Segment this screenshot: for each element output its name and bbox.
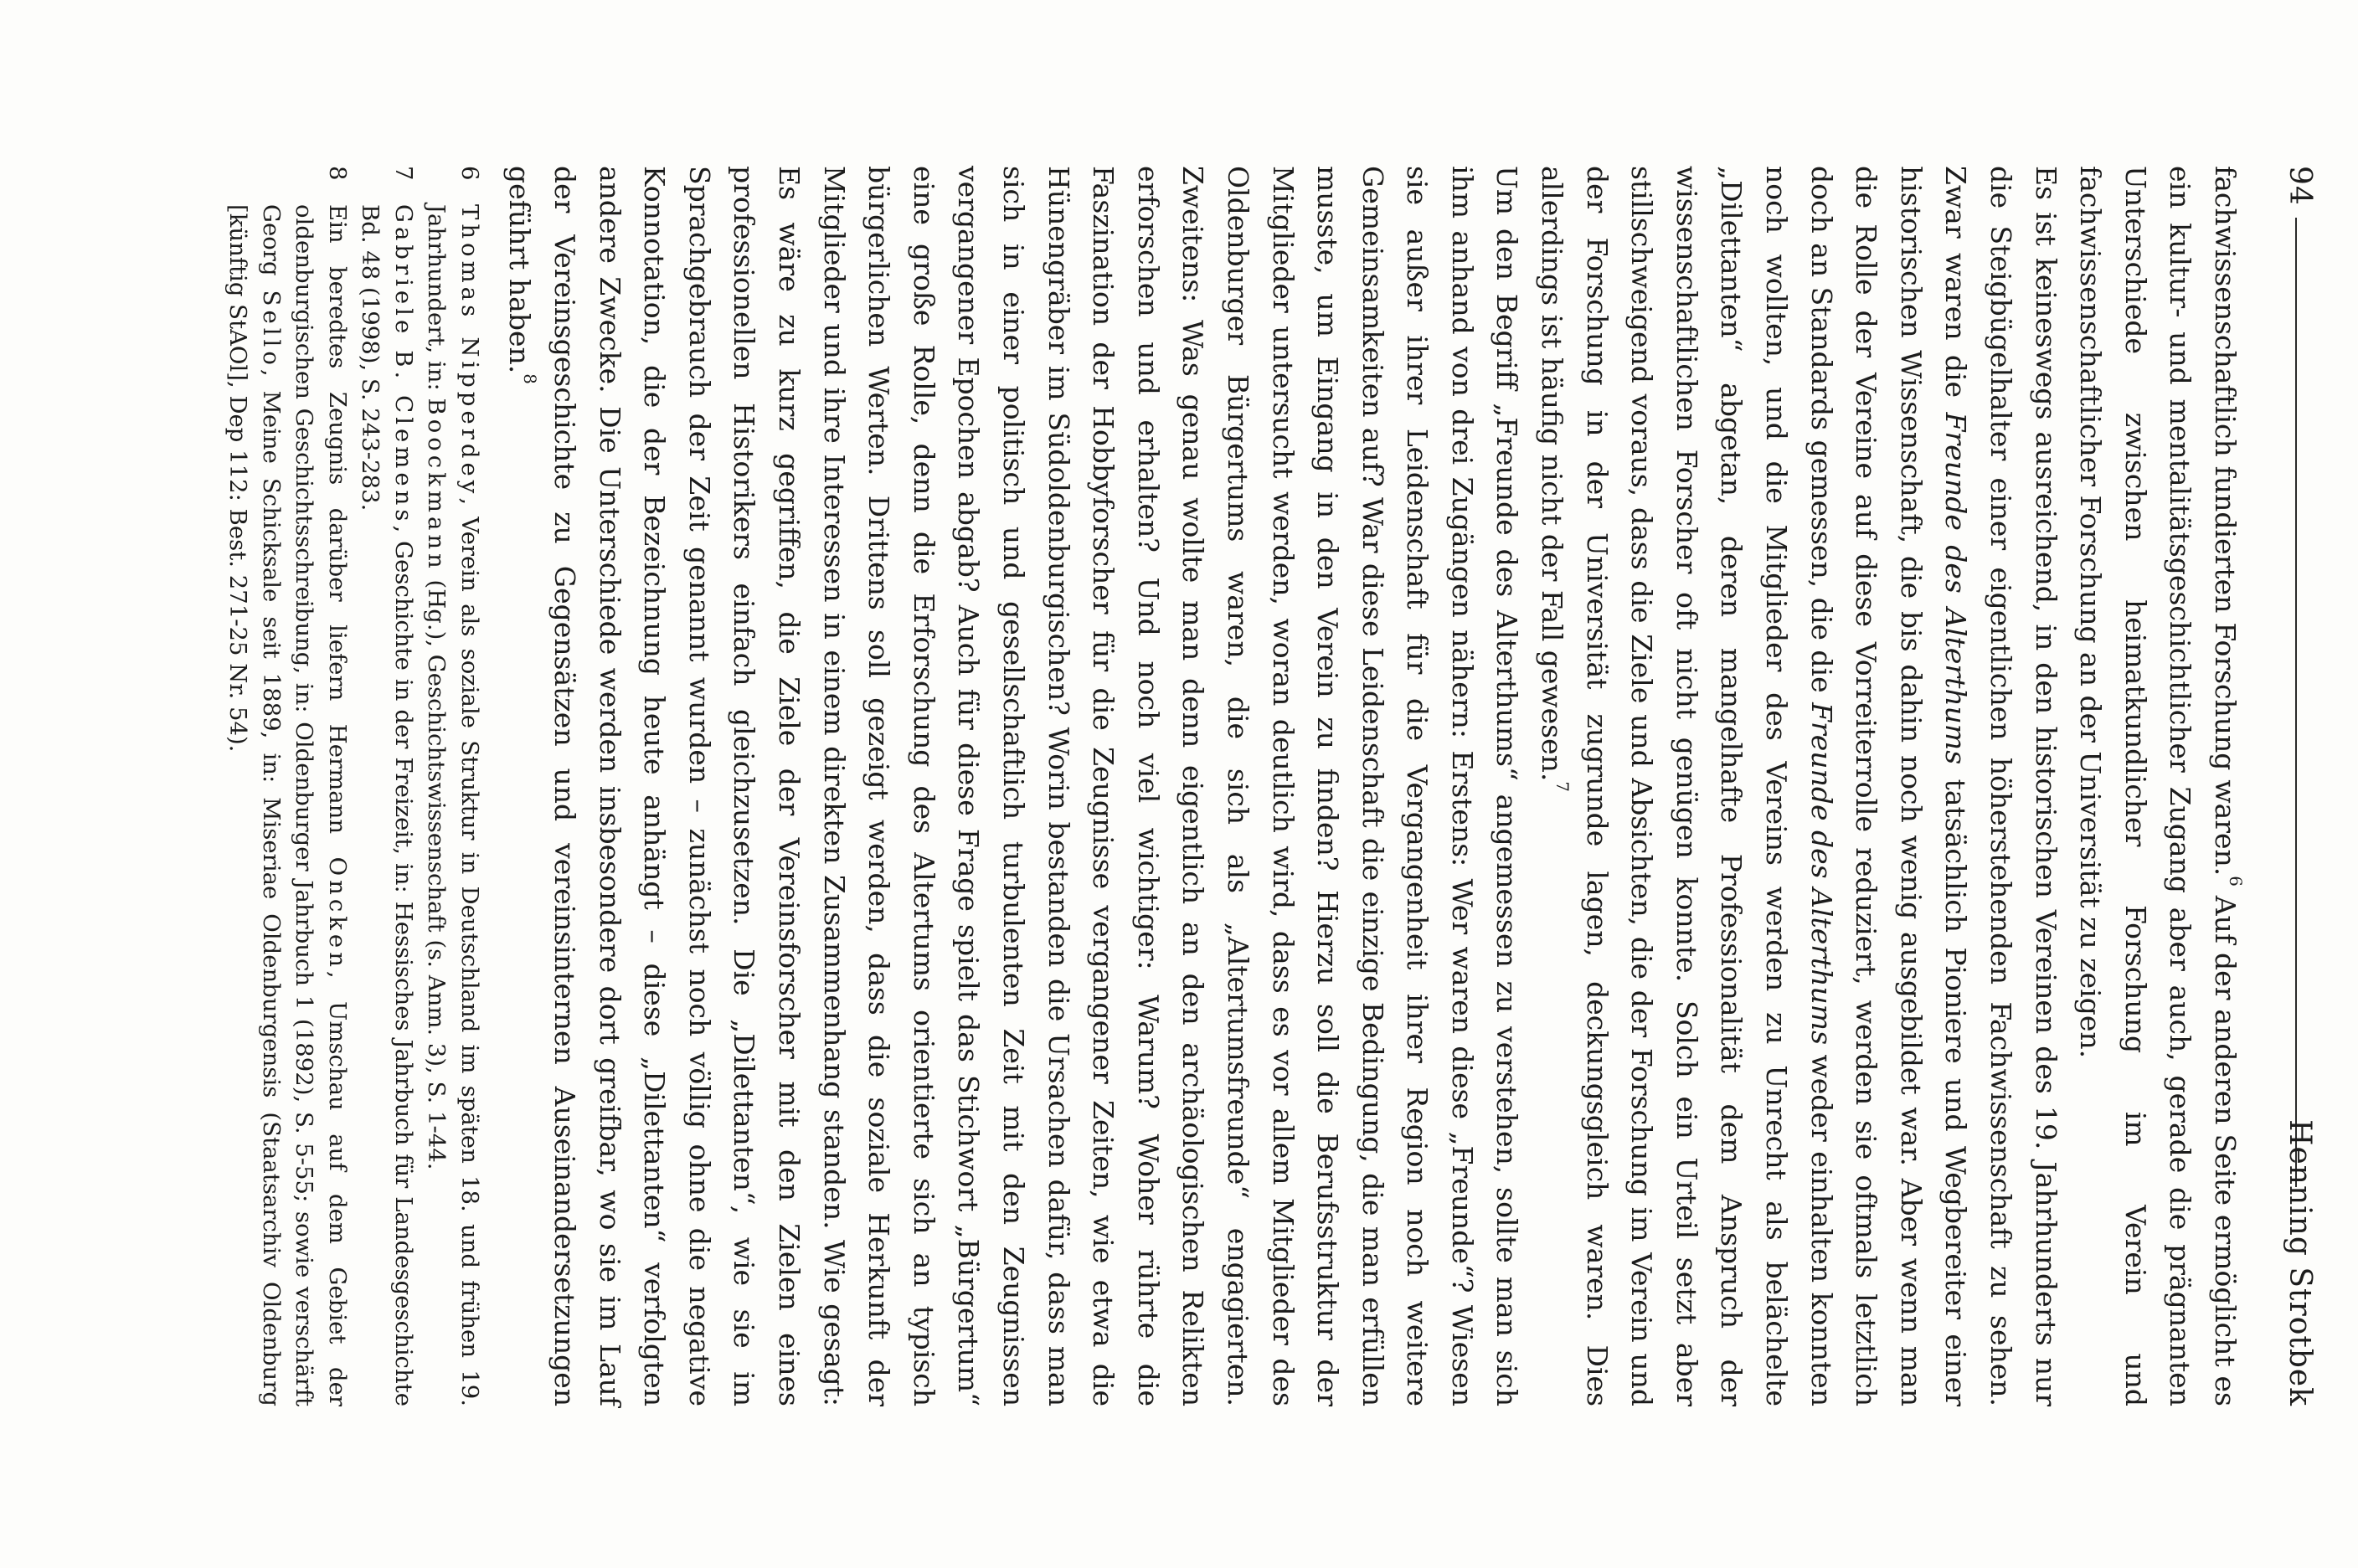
footnote-6: 6 Thomas Nipperdey, Verein als soziale Struktur in Deutschland im späten 18. und frühen 19. Jahrhundert, in: Boockmann (Hg.), Geschichtswissenschaft (s. Anm. 3), S. 1-44. xyxy=(420,166,486,1406)
footnote-7: 7 Gabriele B. Clemens, Geschichte in der Freizeit, in: Hessisches Jahrbuch für Landesgeschichte Bd. 48 (1998), S. 243-283. xyxy=(353,166,420,1406)
footnote-number: 6 xyxy=(456,166,483,181)
italic-term: Freunde des Alterthums xyxy=(1805,702,1838,1046)
footnote-number: 7 xyxy=(390,166,417,181)
footnote-author: Sello xyxy=(258,290,285,369)
footnotes xyxy=(221,166,486,1406)
header-rule xyxy=(2295,218,2297,1187)
italic-term: Freunde des Alterthums xyxy=(1939,412,1973,765)
paragraph-3: Um den Begriff „Freunde des Alterthums“ angemessen zu verstehen, sollte man sich ihm anhand von drei Zugängen nähern: Erstens: Wer waren diese „Freunde“? Wiesen sie außer ihrer Leidenschaft für die Vergangenheit ihrer Region noch weitere Gemeinsamkeiten auf? War diese Leidenschaft die einzige Bedingung, die man erfüllen musste, um Eingang in den Verein zu finden? Hierzu soll die Berufsstruktur der Mitglieder untersucht werden, woran deutlich wird, dass es vor allem Mitglieder des Oldenburger Bürgertums waren, die sich als „Altertumsfreunde“ engagierten. Zweitens: Was genau wollte man denn eigentlich an den archäologischen Relikten erforschen und erhalten? Und noch viel wichtiger: Warum? Woher rührte die Faszination der Hobbyforscher für die Zeugnisse vergangener Zeiten, wie etwa die Hünengräber im Südoldenburgischen? Worin bestanden die Ursachen dafür, dass man sich in einer politisch und gesellschaftlich turbulenten Zeit mit den Zeugnissen vergangener Epochen abgab? Auch für diese Frage spielt das Stichwort „Bürgertum“ eine große Rolle, denn die Erforschung des Altertums orientierte sich an typisch bürgerlichen Werten. Drittens soll gezeigt werden, dass die soziale Herkunft der Mitglieder und ihre Interessen in einem direkten Zusammenhang standen. Wie gesagt: Es wäre zu kurz gegriffen, die Ziele der Vereinsforscher mit den Zielen eines professionellen Historikers einfach gleichzusetzen. Die „Dilettanten“, wie sie im Sprachgebrauch der Zeit genannt wurden – zunächst noch völlig ohne die negative Konnotation, die der Bezeichnung heute anhängt – diese „Dilettanten“ verfolgten andere Zwecke. Die Unterschiede werden insbesondere dort greifbar, wo sie im Lauf der Vereinsgeschichte zu Gegensätzen und vereinsinternen Auseinandersetzungen geführt haben.$^8$ xyxy=(503,166,1524,1406)
paragraph-1: fachwissenschaftlich fundierten Forschung waren.$^6$ Auf der anderen Seite ermöglicht es ein kultur- und mentalitätsgeschichtlicher Zugang aber auch, gerade die prägnanten Unterschiede zwischen heimatkundlicher Forschung im Verein und fachwissenschaftlicher Forschung an der Universität zu zeigen. xyxy=(2074,166,2245,1406)
page-header xyxy=(2281,166,2318,1406)
running-head-author: Henning Strotbek xyxy=(2283,1119,2317,1406)
footnote-author: Thomas Nipperdey xyxy=(456,204,483,498)
footnote-editor: Boockmann xyxy=(423,398,450,573)
paragraph-2: Es ist keineswegs ausreichend, in den historischen Vereinen des 19. Jahrhunderts nur die Steigbügelhalter einer eigentlichen höherstehenden Fachwissenschaft zu sehen. Zwar waren die Freunde des Alterthums tatsächlich Pioniere und Wegbereiter einer historischen Wissenschaft, die bis dahin noch wenig ausgebildet war. Aber wenn man die Rolle der Vereine auf diese Vorreiterrolle reduziert, werden sie oftmals letztlich doch an Standards gemessen, die die Freunde des Alterthums weder einhalten konnten noch wollten, und die Mitglieder des Vereins werden zu Unrecht als belächelte „Dilettanten“ abgetan, deren mangelhafte Professionalität dem Anspruch der wissenschaftlichen Forscher oft nicht genügen konnte. Solch ein Urteil setzt aber stillschweigend voraus, dass die Ziele und Absichten, die der Forschung im Verein und der Forschung in der Universität zugrunde lagen, deckungsgleich waren. Dies allerdings ist häufig nicht der Fall gewesen.$^7$ xyxy=(1536,166,2062,1406)
footnote-author: Oncken xyxy=(324,856,351,971)
footnote-ref-6: 6 xyxy=(2225,876,2245,887)
footnote-ref-7: 7 xyxy=(1552,781,1572,792)
body-text xyxy=(497,166,2247,1406)
footnote-ref-8: 8 xyxy=(520,373,540,384)
footnote-author: Gabriele B. Clemens xyxy=(390,204,417,526)
page-number: 94 xyxy=(2283,166,2317,206)
footnote-8: 8 Ein beredtes Zeugnis darüber liefern Hermann Oncken, Umschau auf dem Gebiet der oldenburgischen Geschichtsschreibung, in: Oldenburger Jahrbuch 1 (1892), S. 5-55; sowie verschärft Georg Sello, Meine Schicksale seit 1889, in: Miseriae Oldenburgensis (Staatsarchiv Oldenburg [künftig StAOl], Dep 112: Best. 271-25 Nr. 54). xyxy=(221,166,353,1406)
footnote-number: 8 xyxy=(324,166,351,181)
